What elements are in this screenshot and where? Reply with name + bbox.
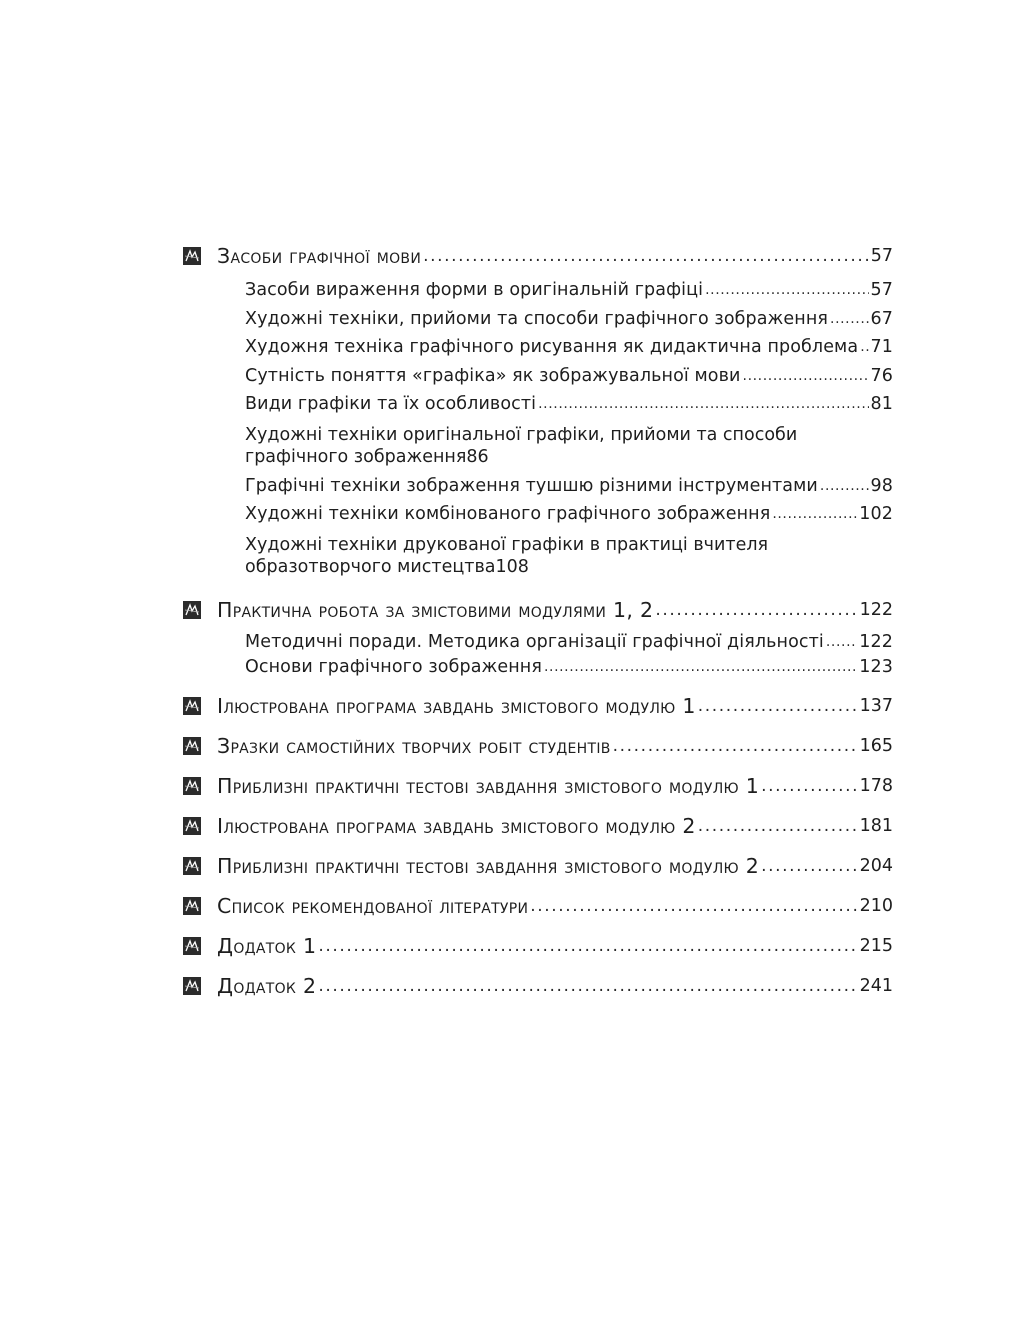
toc-page-number: 81 [870, 394, 893, 415]
toc-page-number: 57 [870, 246, 893, 266]
toc-section[interactable] [183, 590, 893, 630]
toc-page-number: 210 [859, 895, 893, 916]
toc-page-number: 215 [859, 935, 893, 956]
toc-page-number: 241 [859, 975, 893, 996]
dot-leader [655, 600, 857, 620]
table-of-contents [183, 236, 893, 1006]
toc-section[interactable] [183, 726, 893, 766]
dot-leader [761, 776, 857, 796]
toc-section-title: Додаток 2 [217, 973, 317, 998]
dot-leader [423, 246, 869, 266]
artwork-bullet-icon [183, 937, 201, 955]
toc-section-title: Приблизні практичні тестові завдання змістового модулю 1 [217, 773, 760, 798]
artwork-bullet-icon [183, 601, 201, 619]
toc-page-number: 122 [859, 599, 893, 620]
toc-section-title: Практична робота за змістовими модулями 1, 2 [217, 597, 654, 622]
toc-section[interactable] [183, 766, 893, 806]
dot-leader [830, 311, 869, 327]
toc-page-number: 57 [870, 280, 893, 301]
toc-section-title: Приблизні практичні тестові завдання змістового модулю 2 [217, 853, 760, 878]
toc-subsection-title-line2: образотворчого мистецтва [245, 556, 496, 577]
toc-page-number: 137 [859, 695, 893, 716]
dot-leader [826, 634, 857, 650]
toc-section-title: Список рекомендованої літератури [217, 893, 529, 918]
toc-page-number: 102 [859, 504, 893, 525]
toc-page-number: 71 [870, 337, 893, 358]
toc-section[interactable] [183, 846, 893, 886]
dot-leader [772, 506, 857, 522]
toc-page-number: 181 [859, 815, 893, 836]
toc-section-title: Зразки самостійних творчих робіт студентів [217, 733, 611, 758]
toc-subsection-title-line1: Художні техніки оригінальної графіки, прийоми та способи [245, 424, 798, 445]
toc-subsection[interactable] [183, 276, 893, 305]
toc-section[interactable] [183, 236, 893, 276]
toc-subsection[interactable] [183, 390, 893, 419]
toc-subsection-title-line1: Художні техніки друкованої графіки в практиці вчителя [245, 534, 769, 555]
artwork-bullet-icon [183, 247, 201, 265]
toc-section[interactable] [183, 686, 893, 726]
dot-leader [538, 396, 868, 412]
toc-page-number: 67 [870, 308, 893, 329]
toc-subsection[interactable] [183, 419, 893, 472]
dot-leader [318, 936, 857, 956]
toc-page-number: 76 [870, 365, 893, 386]
toc-subsection[interactable] [183, 472, 893, 501]
toc-subsection-title: Художня техніка графічного рисування як дидактична проблема [245, 337, 859, 358]
toc-subsection-title-line2: графічного зображення [245, 446, 467, 467]
toc-subsection-title: Художні техніки, прийоми та способи графічного зображення [245, 308, 829, 329]
artwork-bullet-icon [183, 737, 201, 755]
toc-page-number: 123 [859, 657, 893, 677]
toc-page-number: 108 [495, 556, 529, 577]
dot-leader [761, 856, 857, 876]
artwork-bullet-icon [183, 857, 201, 875]
toc-subsection[interactable] [183, 305, 893, 334]
toc-subsection-title: Художні техніки комбінованого графічного зображення [245, 504, 771, 525]
toc-page-number: 122 [859, 632, 893, 652]
artwork-bullet-icon [183, 977, 201, 995]
dot-leader [318, 976, 857, 996]
toc-subsection-title: Засоби вираження форми в оригінальній графіці [245, 280, 704, 301]
toc-subsection[interactable] [183, 630, 893, 655]
toc-subsection[interactable] [183, 500, 893, 529]
toc-subsection[interactable] [183, 362, 893, 391]
dot-leader [743, 368, 869, 384]
toc-subsection-title: Основи графічного зображення [245, 657, 542, 677]
toc-subsection-title: Графічні техніки зображення тушшю різними інструментами [245, 475, 818, 496]
toc-section[interactable] [183, 926, 893, 966]
toc-subsection-title: Сутність поняття «графіка» як зображувальної мови [245, 365, 741, 386]
artwork-bullet-icon [183, 817, 201, 835]
dot-leader [544, 659, 857, 675]
toc-subsection[interactable] [183, 333, 893, 362]
toc-subsection-title: Методичні поради. Методика організації графічної діяльності [245, 632, 824, 652]
toc-section[interactable] [183, 886, 893, 926]
dot-leader [613, 736, 858, 756]
toc-page-number: 98 [870, 475, 893, 496]
toc-section[interactable] [183, 806, 893, 846]
dot-leader [698, 816, 858, 836]
toc-subsection-title: Види графіки та їх особливості [245, 394, 537, 415]
toc-page-number: 86 [466, 446, 489, 467]
toc-section-title: Ілюстрована програма завдань змістового модулю 2 [217, 813, 696, 838]
dot-leader [860, 339, 868, 355]
dot-leader [820, 478, 869, 494]
toc-subsection[interactable] [183, 529, 893, 582]
toc-section-title: Додаток 1 [217, 933, 317, 958]
artwork-bullet-icon [183, 697, 201, 715]
toc-page-number: 204 [859, 855, 893, 876]
artwork-bullet-icon [183, 897, 201, 915]
toc-section[interactable] [183, 966, 893, 1006]
toc-section-title: Засоби графічної мови [217, 244, 422, 268]
artwork-bullet-icon [183, 777, 201, 795]
dot-leader [705, 282, 868, 298]
toc-page-number: 165 [859, 735, 893, 756]
toc-subsection[interactable] [183, 655, 893, 680]
toc-section-title: Ілюстрована програма завдань змістового модулю 1 [217, 693, 696, 718]
dot-leader [698, 696, 858, 716]
toc-page-number: 178 [859, 775, 893, 796]
dot-leader [530, 896, 857, 916]
